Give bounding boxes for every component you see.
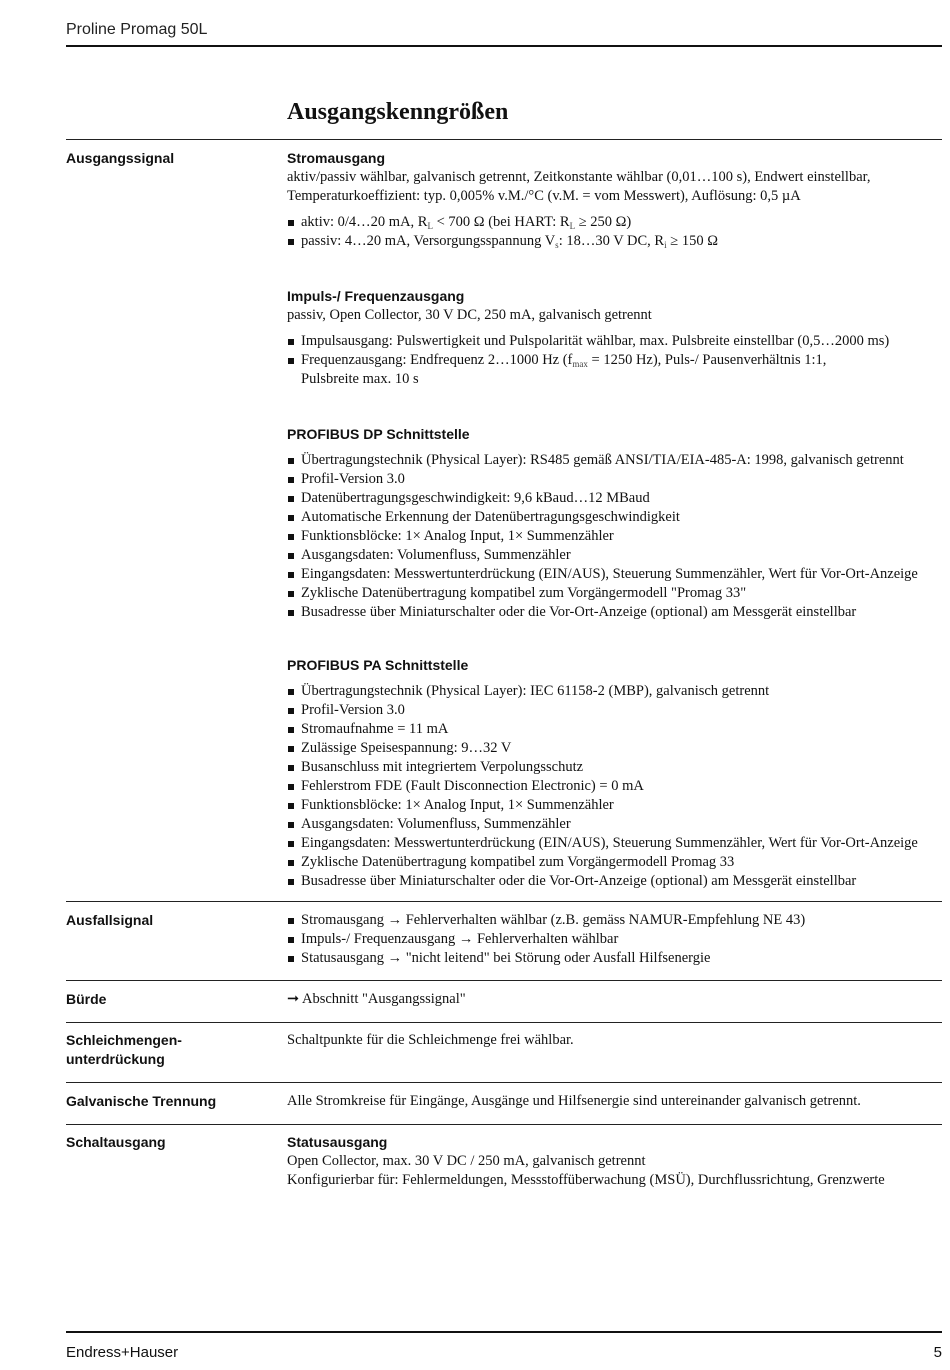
- list-item: Impulsausgang: Pulswertigkeit und Pulspolarität wählbar, max. Pulsbreite einstellbar (0,5…2000 ms): [287, 332, 942, 351]
- list-item: Zulässige Speisespannung: 9…32 V: [287, 739, 942, 758]
- ausfallsignal-content: [287, 911, 942, 968]
- list-item: Impuls-/ Frequenzausgang → Fehlerverhalten wählbar: [287, 930, 942, 949]
- row-label-line: unterdrückung: [66, 1051, 165, 1067]
- profibus-dp-list: [287, 451, 942, 622]
- row-label-line: Schleichmengen-: [66, 1032, 182, 1048]
- row-label-schaltausgang: Schaltausgang: [66, 1134, 166, 1150]
- statusausgang-line-1: Open Collector, max. 30 V DC / 250 mA, galvanisch getrennt: [287, 1153, 646, 1169]
- stromausgang-title: Stromausgang: [287, 150, 386, 166]
- row-divider: [66, 980, 942, 981]
- section-divider: [66, 139, 942, 140]
- impuls-list: [287, 332, 942, 389]
- document-header-title: Proline Promag 50L: [66, 21, 208, 38]
- profibus-pa-list: [287, 682, 942, 891]
- schleich-text: Schaltpunkte für die Schleichmenge frei wählbar.: [287, 1032, 574, 1048]
- list-item: Statusausgang → "nicht leitend" bei Störung oder Ausfall Hilfsenergie: [287, 949, 942, 968]
- stromausgang-text-1: aktiv/passiv wählbar, galvanisch getrennt, Zeitkonstante wählbar (0,01…100 s), Endwert einstellbar,: [287, 169, 871, 185]
- list-item: Busadresse über Miniaturschalter oder die Vor-Ort-Anzeige (optional) am Messgerät einstellbar: [287, 872, 942, 891]
- section-title: Ausgangskenngrößen: [287, 99, 509, 125]
- row-label-ausfallsignal: Ausfallsignal: [66, 912, 154, 928]
- list-item: aktiv: 0/4…20 mA, $R_L < 700$ Ω (bei HART: $R_L \ge 250$ Ω): [287, 213, 942, 232]
- header-rule: [66, 45, 942, 47]
- stromausgang-list: [287, 213, 942, 251]
- ausgangssignal-content: [287, 149, 942, 251]
- profibus-dp-title: PROFIBUS DP Schnittstelle: [287, 426, 470, 442]
- statusausgang-line-2: Konfigurierbar für: Fehlermeldungen, Messstoffüberwachung (MSÜ), Durchflussrichtung, Grenzwerte: [287, 1172, 885, 1188]
- row-divider: [66, 1082, 942, 1083]
- list-item: Fehlerstrom FDE (Fault Disconnection Electronic) = 0 mA: [287, 777, 942, 796]
- page-number: 5: [933, 1344, 942, 1361]
- row-divider: [66, 1022, 942, 1023]
- list-item: Ausgangsdaten: Volumenfluss, Summenzähler: [287, 815, 942, 834]
- list-item: Frequenzausgang: Endfrequenz 2…1000 Hz ($f_{max} = 1250$ Hz), Puls-/ Pausenverhältnis 1:1, Pulsbreite max. 10 s: [287, 351, 942, 389]
- list-item: Funktionsblöcke: 1× Analog Input, 1× Summenzähler: [287, 527, 942, 546]
- profibus-pa-content: [287, 656, 942, 891]
- schaltausgang-content: [287, 1133, 942, 1190]
- list-item: Automatische Erkennung der Datenübertragungsgeschwindigkeit: [287, 508, 942, 527]
- profibus-pa-title: PROFIBUS PA Schnittstelle: [287, 657, 469, 673]
- list-item: Ausgangsdaten: Volumenfluss, Summenzähler: [287, 546, 942, 565]
- footer-rule: [66, 1331, 942, 1333]
- list-item: Zyklische Datenübertragung kompatibel zum Vorgängermodell Promag 33: [287, 853, 942, 872]
- statusausgang-title: Statusausgang: [287, 1134, 388, 1150]
- list-item: Profil-Version 3.0: [287, 470, 942, 489]
- stromausgang-text-2: Temperaturkoeffizient: typ. 0,005% v.M./°C (v.M. = vom Messwert), Auflösung: 0,5 µA: [287, 188, 801, 204]
- impuls-title: Impuls-/ Frequenzausgang: [287, 288, 465, 304]
- galvanisch-text: Alle Stromkreise für Eingänge, Ausgänge und Hilfsenergie sind untereinander galvanisch getrennt.: [287, 1093, 861, 1109]
- footer-brand: Endress+Hauser: [66, 1344, 179, 1361]
- list-item: Profil-Version 3.0: [287, 701, 942, 720]
- row-label-ausgangssignal: Ausgangssignal: [66, 150, 175, 166]
- list-item: passiv: 4…20 mA, Versorgungsspannung $V_s$: 18…30 V DC, $R_i \ge 150$ Ω: [287, 232, 942, 251]
- profibus-dp-content: [287, 425, 942, 622]
- list-item: Übertragungstechnik (Physical Layer): RS485 gemäß ANSI/TIA/EIA-485-A: 1998, galvanisch getrennt: [287, 451, 942, 470]
- row-divider: [66, 901, 942, 902]
- list-item: Zyklische Datenübertragung kompatibel zum Vorgängermodell "Promag 33": [287, 584, 942, 603]
- ausfallsignal-list: [287, 911, 942, 968]
- list-item: Eingangsdaten: Messwertunterdrückung (EIN/AUS), Steuerung Summenzähler, Wert für Vor-Ort-Anzeige: [287, 565, 942, 584]
- list-item: Busadresse über Miniaturschalter oder die Vor-Ort-Anzeige (optional) am Messgerät einstellbar: [287, 603, 942, 622]
- list-item: Stromaufnahme = 11 mA: [287, 720, 942, 739]
- impuls-content: [287, 287, 942, 389]
- buerde-text: ➞ Abschnitt "Ausgangssignal": [287, 991, 466, 1007]
- list-item: Busanschluss mit integriertem Verpolungsschutz: [287, 758, 942, 777]
- list-item: Eingangsdaten: Messwertunterdrückung (EIN/AUS), Steuerung Summenzähler, Wert für Vor-Ort-Anzeige: [287, 834, 942, 853]
- row-label-buerde: Bürde: [66, 991, 107, 1007]
- row-label-galvanisch: Galvanische Trennung: [66, 1093, 217, 1109]
- list-item: Stromausgang → Fehlerverhalten wählbar (z.B. gemäss NAMUR-Empfehlung NE 43): [287, 911, 942, 930]
- row-divider: [66, 1124, 942, 1125]
- list-item: Funktionsblöcke: 1× Analog Input, 1× Summenzähler: [287, 796, 942, 815]
- list-item: Übertragungstechnik (Physical Layer): IEC 61158-2 (MBP), galvanisch getrennt: [287, 682, 942, 701]
- list-item: Datenübertragungsgeschwindigkeit: 9,6 kBaud…12 MBaud: [287, 489, 942, 508]
- row-label-schleichmengen: [66, 1031, 266, 1069]
- impuls-text: passiv, Open Collector, 30 V DC, 250 mA, galvanisch getrennt: [287, 307, 652, 323]
